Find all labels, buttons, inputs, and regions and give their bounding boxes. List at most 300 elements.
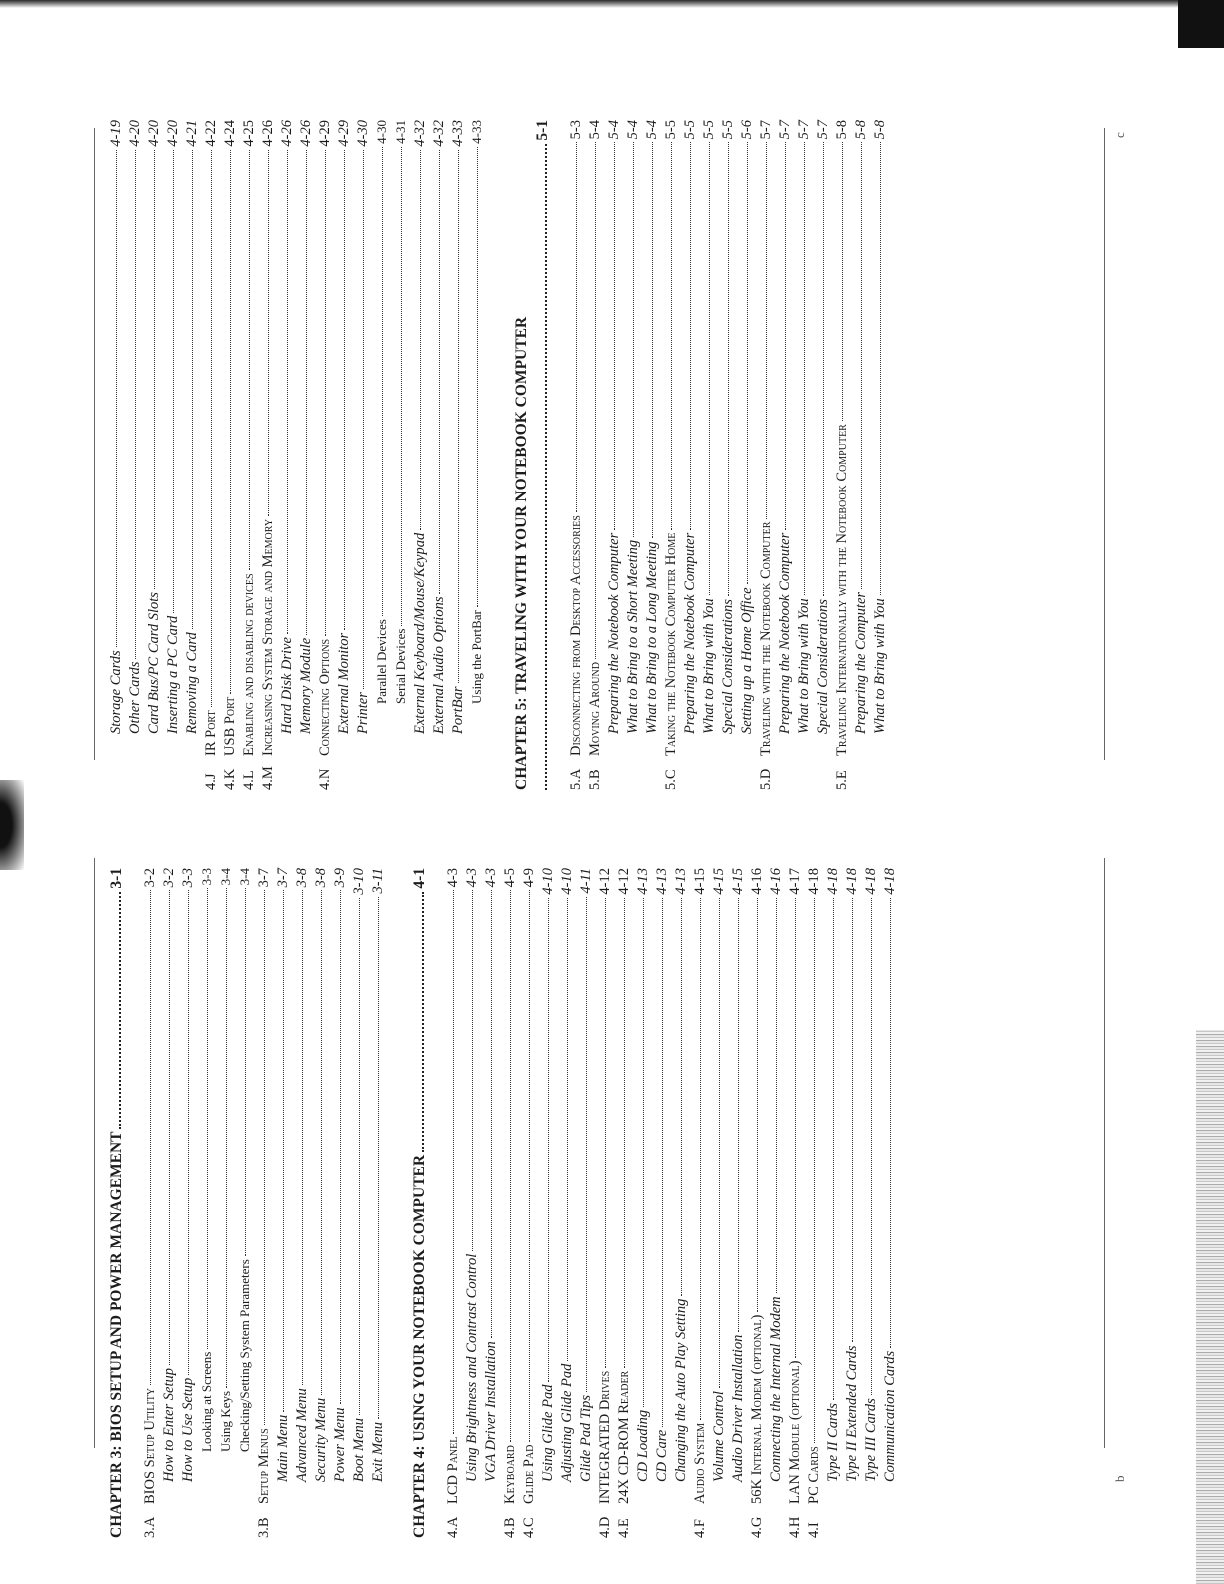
- toc-entry: [313, 868, 332, 1538]
- entry-page: 5-5: [682, 120, 698, 140]
- entry-title: How to Enter Setup: [161, 1368, 177, 1482]
- dot-leader: [458, 150, 459, 684]
- dot-leader: [614, 142, 615, 529]
- toc-entry: [711, 868, 730, 1538]
- entry-title: Setup Menus: [256, 1428, 272, 1504]
- entry-page: 4-13: [635, 868, 651, 895]
- chapter-title: CHAPTER 5: TRAVELING WITH YOUR NOTEBOOK COMPUTER: [513, 316, 530, 790]
- entry-title: Main Menu: [275, 1414, 291, 1482]
- entry-page: 4-25: [241, 120, 257, 147]
- dot-leader: [643, 898, 644, 1407]
- left-page-folio: b: [1112, 1475, 1127, 1482]
- entry-page: 5-5: [663, 120, 679, 140]
- section-spacer: [488, 120, 510, 790]
- entry-page: 4-16: [749, 868, 765, 895]
- entry-page: 5-5: [701, 120, 717, 140]
- dot-leader: [804, 142, 805, 595]
- entry-page: 3-7: [275, 868, 291, 888]
- toc-entry: [844, 868, 863, 1538]
- right-page-bottom-rule: [1104, 128, 1105, 760]
- toc-entry: [336, 120, 355, 790]
- section-number: 4.E: [616, 1518, 632, 1538]
- dot-leader: [359, 898, 360, 1415]
- toc-entry: [184, 120, 203, 790]
- chapter-heading: [510, 120, 558, 790]
- entry-page: 4-29: [336, 120, 352, 147]
- toc-entry: [180, 868, 199, 1538]
- toc-entry: [559, 868, 578, 1538]
- entry-title: Changing the Auto Play Setting: [673, 1298, 689, 1482]
- dot-leader: [586, 897, 587, 1392]
- dot-leader: [321, 890, 322, 1395]
- entry-title: External Monitor: [336, 632, 352, 734]
- toc-entry: [108, 120, 127, 790]
- toc-entry: [834, 120, 853, 790]
- entry-title: How to Use Setup: [180, 1377, 196, 1482]
- toc-entry: [469, 120, 488, 790]
- dot-leader: [287, 150, 288, 634]
- toc-entry: [758, 120, 777, 790]
- entry-page: 5-7: [796, 120, 812, 140]
- toc-entry: [351, 868, 370, 1538]
- entry-title: Adjusting Glide Pad: [559, 1363, 575, 1482]
- dot-leader: [842, 142, 843, 421]
- dot-leader: [852, 898, 853, 1343]
- entry-page: 5-3: [568, 120, 584, 140]
- dot-leader: [624, 898, 625, 1368]
- dot-leader: [690, 142, 691, 529]
- dot-leader: [340, 890, 341, 1404]
- entry-title: USB Port: [222, 696, 238, 756]
- dot-leader: [719, 898, 720, 1389]
- entry-page: 4-5: [502, 868, 518, 888]
- entry-title: Using the PortBar: [469, 610, 484, 704]
- entry-page: 3-9: [332, 868, 348, 888]
- entry-page: 4-20: [165, 120, 181, 147]
- toc-entry: [370, 868, 389, 1538]
- entry-title: INTEGRATED Drives: [597, 1370, 613, 1504]
- entry-page: 4-21: [184, 120, 200, 147]
- dot-leader: [833, 898, 834, 1400]
- entry-title: BIOS Setup Utility: [142, 1387, 158, 1504]
- entry-title: Audio System: [692, 1422, 708, 1504]
- section-number: 5.A: [568, 768, 584, 790]
- toc-entry: [332, 868, 351, 1538]
- entry-title: Using Brightness and Contrast Control: [464, 1253, 480, 1482]
- entry-page: 4-32: [412, 120, 428, 147]
- dot-leader: [681, 898, 682, 1296]
- section-number: 5.C: [663, 769, 679, 790]
- dot-leader: [548, 898, 549, 1382]
- entry-page: 5-6: [739, 120, 755, 140]
- toc-entry: [464, 868, 483, 1538]
- dot-leader: [545, 144, 547, 790]
- toc-entry: [606, 120, 625, 790]
- entry-title: Connecting the Internal Modem: [768, 1296, 784, 1482]
- dot-leader: [249, 150, 250, 571]
- entry-title: 24X CD-ROM Reader: [616, 1370, 632, 1504]
- toc-entry: [127, 120, 146, 790]
- toc-entry: [241, 120, 260, 790]
- entry-title: Glide Pad: [521, 1444, 537, 1504]
- entry-title: Preparing the Notebook Computer: [682, 532, 698, 734]
- entry-page: 4-3: [445, 868, 461, 888]
- toc-entry: [882, 868, 901, 1538]
- entry-title: CD Care: [654, 1429, 670, 1482]
- dot-leader: [576, 142, 577, 512]
- toc-entry: [146, 120, 165, 790]
- scan-edge-noise: [1196, 1030, 1224, 1584]
- left-page-top-rule: [94, 858, 95, 1448]
- section-number: 4.J: [203, 773, 219, 790]
- entry-page: 4-19: [108, 120, 124, 147]
- entry-title: Type III Cards: [863, 1398, 879, 1482]
- section-spacer: [389, 868, 411, 1538]
- entry-page: 4-3: [464, 868, 480, 888]
- entry-page: 3-2: [142, 868, 158, 888]
- entry-page: 4-18: [882, 868, 898, 895]
- dot-leader: [401, 147, 402, 626]
- toc-entry: [317, 120, 336, 790]
- toc-entry: [863, 868, 882, 1538]
- entry-title: Looking at Screens: [199, 1351, 214, 1452]
- toc-entry: [298, 120, 317, 790]
- entry-title: What to Bring with You: [701, 598, 717, 734]
- dot-leader: [700, 898, 701, 1420]
- scan-edge-top: [0, 0, 1224, 8]
- entry-title: Special Considerations: [720, 599, 736, 734]
- entry-page: 3-4: [237, 868, 252, 886]
- dot-leader: [510, 890, 511, 1442]
- toc-entry: [165, 120, 184, 790]
- entry-page: 4-26: [260, 120, 276, 147]
- entry-title: Security Menu: [313, 1397, 329, 1482]
- dot-leader: [605, 898, 606, 1368]
- dot-leader: [785, 142, 786, 529]
- chapter-heading: [108, 868, 134, 1538]
- entry-page: 4-15: [730, 868, 746, 895]
- entry-title: IR Port: [203, 710, 219, 756]
- dot-leader: [344, 150, 345, 630]
- entry-title: Volume Control: [711, 1391, 727, 1482]
- dot-leader: [245, 888, 246, 1256]
- entry-page: 4-24: [222, 120, 238, 147]
- toc-entry: [739, 120, 758, 790]
- toc-entry: [654, 868, 673, 1538]
- section-number: 4.C: [521, 1517, 537, 1538]
- dot-leader: [652, 142, 653, 538]
- toc-entry: [355, 120, 374, 790]
- chapter-page: 3-1: [108, 868, 125, 889]
- entry-page: 4-10: [540, 868, 556, 895]
- dot-leader: [306, 150, 307, 635]
- entry-title: Traveling Internationally with the Notebook Computer: [834, 424, 850, 756]
- section-number: 4.F: [692, 1519, 708, 1538]
- dot-leader: [173, 150, 174, 613]
- toc-entry: [483, 868, 502, 1538]
- section-number: 5.B: [587, 769, 603, 790]
- toc-entry: [597, 868, 616, 1538]
- entry-page: 4-18: [863, 868, 879, 895]
- toc-page-left: [108, 868, 901, 1538]
- entry-page: 4-15: [692, 868, 708, 895]
- section-number: 4.B: [502, 1517, 518, 1538]
- toc-entry: [521, 868, 540, 1538]
- section-number: 4.H: [787, 1516, 803, 1538]
- entry-title: Removing a Card: [184, 632, 200, 734]
- section-number: 3.A: [142, 1516, 158, 1538]
- entry-page: 3-8: [313, 868, 329, 888]
- section-number: 4.M: [260, 766, 276, 790]
- dot-leader: [890, 898, 891, 1348]
- entry-title: Taking the Notebook Computer Home: [663, 532, 679, 756]
- toc-entry: [673, 868, 692, 1538]
- entry-title: Preparing the Notebook Computer: [777, 532, 793, 734]
- dot-leader: [119, 892, 121, 1129]
- entry-page: 3-2: [161, 868, 177, 888]
- dot-leader: [169, 890, 170, 1365]
- entry-page: 3-7: [256, 868, 272, 888]
- entry-title: What to Bring to a Long Meeting: [644, 541, 660, 734]
- toc-entry: [142, 868, 161, 1538]
- chapter-page: 4-1: [411, 868, 428, 889]
- entry-page: 4-26: [298, 120, 314, 147]
- toc-entry: [872, 120, 891, 790]
- dot-leader: [861, 142, 862, 589]
- dot-leader: [188, 890, 189, 1374]
- toc-entry: [218, 868, 237, 1538]
- toc-entry: [730, 868, 749, 1538]
- section-number: 4.L: [241, 770, 257, 790]
- dot-leader: [747, 142, 748, 584]
- entry-title: External Keyboard/Mouse/Keypad: [412, 532, 428, 734]
- dot-leader: [211, 150, 212, 708]
- entry-title: Other Cards: [127, 661, 143, 734]
- toc-entry: [237, 868, 256, 1538]
- toc-entry: [815, 120, 834, 790]
- entry-page: 4-30: [374, 120, 389, 144]
- dot-leader: [880, 142, 881, 595]
- entry-page: 4-15: [711, 868, 727, 895]
- toc-entry: [203, 120, 222, 790]
- entry-title: Moving Around: [587, 662, 603, 756]
- entry-page: 3-3: [180, 868, 196, 888]
- toc-entry: [644, 120, 663, 790]
- dot-leader: [302, 890, 303, 1385]
- section-number: 5.E: [834, 770, 850, 790]
- right-page-top-rule: [94, 128, 95, 760]
- entry-page: 4-18: [844, 868, 860, 895]
- entry-page: 5-8: [853, 120, 869, 140]
- entry-title: Memory Module: [298, 637, 314, 734]
- toc-entry: [502, 868, 521, 1538]
- entry-title: PortBar: [450, 686, 466, 734]
- entry-title: Communication Cards: [882, 1350, 898, 1482]
- dot-leader: [230, 150, 231, 694]
- entry-title: Connecting Options: [317, 638, 333, 756]
- right-page-folio: c: [1112, 132, 1127, 138]
- toc-entry: [540, 868, 559, 1538]
- toc-entry: [787, 868, 806, 1538]
- entry-title: What to Bring with You: [796, 598, 812, 734]
- chapter-heading: [411, 868, 437, 1538]
- dot-leader: [150, 890, 151, 1385]
- section-number: 4.K: [222, 768, 238, 790]
- entry-page: 3-11: [370, 868, 386, 894]
- dot-leader: [491, 890, 492, 1338]
- entry-page: 4-31: [393, 120, 408, 144]
- entry-title: PC Cards: [806, 1446, 822, 1504]
- entry-title: VGA Driver Installation: [483, 1341, 499, 1482]
- section-number: 4.D: [597, 1516, 613, 1538]
- entry-page: 4-18: [806, 868, 822, 895]
- dot-leader: [757, 898, 758, 1312]
- toc-entry: [625, 120, 644, 790]
- entry-title: External Audio Options: [431, 596, 447, 734]
- entry-page: 5-8: [834, 120, 850, 140]
- dot-leader: [477, 147, 478, 607]
- entry-page: 4-16: [768, 868, 784, 895]
- entry-page: 4-12: [597, 868, 613, 895]
- entry-page: 5-4: [587, 120, 603, 140]
- entry-title: LAN Module (optional): [787, 1360, 803, 1504]
- chapter-page: 5-1: [534, 120, 551, 141]
- dot-leader: [529, 890, 530, 1441]
- dot-leader: [472, 890, 473, 1250]
- entry-title: CD Loading: [635, 1409, 651, 1482]
- entry-title: Disconnecting from Desktop Accessories: [568, 515, 584, 756]
- dot-leader: [135, 150, 136, 659]
- dot-leader: [776, 898, 777, 1294]
- dot-leader: [420, 150, 421, 530]
- section-number: 4.G: [749, 1516, 765, 1538]
- entry-title: Using Glide Pad: [540, 1384, 556, 1482]
- toc-entry: [663, 120, 682, 790]
- entry-title: Power Menu: [332, 1407, 348, 1482]
- entry-title: Exit Menu: [370, 1422, 386, 1482]
- dot-leader: [633, 142, 634, 537]
- dot-leader: [226, 888, 227, 1388]
- entry-title: Audio Driver Installation: [730, 1334, 746, 1482]
- dot-leader: [207, 888, 208, 1348]
- entry-page: 4-29: [317, 120, 333, 147]
- dot-leader: [154, 150, 155, 589]
- toc-entry: [393, 120, 412, 790]
- entry-title: Advanced Menu: [294, 1388, 310, 1482]
- entry-title: Glide Pad Tips: [578, 1394, 594, 1482]
- book-gutter-shadow: [0, 780, 24, 870]
- dot-leader: [378, 897, 379, 1419]
- entry-title: Printer: [355, 692, 371, 734]
- dot-leader: [728, 142, 729, 596]
- entry-title: Setting up a Home Office: [739, 587, 755, 734]
- entry-title: Type II Cards: [825, 1403, 841, 1482]
- toc-entry: [431, 120, 450, 790]
- entry-page: 5-5: [720, 120, 736, 140]
- dot-leader: [382, 147, 383, 616]
- section-number: 4.A: [445, 1516, 461, 1538]
- dot-leader: [662, 898, 663, 1427]
- entry-page: 4-17: [787, 868, 803, 895]
- toc-entry: [587, 120, 606, 790]
- entry-page: 4-33: [469, 120, 484, 144]
- entry-page: 3-4: [218, 868, 233, 886]
- dot-leader: [738, 898, 739, 1332]
- entry-title: Preparing the Computer: [853, 591, 869, 734]
- toc-page-right: [108, 120, 891, 790]
- dot-leader: [264, 890, 265, 1425]
- entry-page: 5-4: [644, 120, 660, 140]
- dot-leader: [823, 142, 824, 596]
- entry-page: 4-33: [450, 120, 466, 147]
- toc-entry: [445, 868, 464, 1538]
- toc-entry: [256, 868, 275, 1538]
- toc-entry: [374, 120, 393, 790]
- entry-title: What to Bring with You: [872, 598, 888, 734]
- section-number: 4.N: [317, 768, 333, 790]
- entry-title: Boot Menu: [351, 1417, 367, 1482]
- dot-leader: [192, 150, 193, 630]
- entry-title: What to Bring to a Short Meeting: [625, 539, 641, 734]
- dot-leader: [567, 898, 568, 1361]
- entry-page: 4-13: [654, 868, 670, 895]
- entry-page: 4-32: [431, 120, 447, 147]
- entry-title: Inserting a PC Card: [165, 615, 181, 734]
- dot-leader: [439, 150, 440, 594]
- entry-title: Traveling with the Notebook Computer: [758, 521, 774, 756]
- dot-leader: [116, 150, 117, 648]
- dot-leader: [814, 898, 815, 1444]
- section-number: 3.B: [256, 1517, 272, 1538]
- entry-page: 4-13: [673, 868, 689, 895]
- toc-entry: [825, 868, 844, 1538]
- entry-page: 5-7: [758, 120, 774, 140]
- entry-title: Serial Devices: [393, 628, 408, 704]
- entry-page: 4-10: [559, 868, 575, 895]
- entry-page: 3-3: [199, 868, 214, 886]
- entry-title: Checking/Setting System Parameters: [237, 1259, 252, 1452]
- dot-leader: [363, 150, 364, 690]
- entry-title: LCD Panel: [445, 1436, 461, 1504]
- left-page-bottom-rule: [1104, 858, 1105, 1448]
- dot-leader: [766, 142, 767, 518]
- entry-page: 4-12: [616, 868, 632, 895]
- entry-title: Keyboard: [502, 1445, 518, 1504]
- entry-title: Using Keys: [218, 1390, 233, 1452]
- entry-title: Type II Extended Cards: [844, 1345, 860, 1482]
- toc-entry: [635, 868, 654, 1538]
- entry-page: 4-26: [279, 120, 295, 147]
- dot-leader: [325, 150, 326, 636]
- section-number: 5.D: [758, 768, 774, 790]
- entry-title: Hard Disk Drive: [279, 637, 295, 734]
- entry-title: Parallel Devices: [374, 619, 389, 704]
- dot-leader: [671, 142, 672, 529]
- dot-leader: [422, 892, 424, 1152]
- scan-corner-mark: [1178, 0, 1224, 48]
- toc-entry: [199, 868, 218, 1538]
- entry-title: Card Bus/PC Card Slots: [146, 592, 162, 734]
- entry-page: 5-8: [872, 120, 888, 140]
- toc-entry: [692, 868, 711, 1538]
- toc-entry: [796, 120, 815, 790]
- toc-entry: [720, 120, 739, 790]
- entry-page: 5-7: [777, 120, 793, 140]
- entry-page: 4-9: [521, 868, 537, 888]
- toc-entry: [853, 120, 872, 790]
- entry-page: 3-8: [294, 868, 310, 888]
- chapter-title: CHAPTER 4: USING YOUR NOTEBOOK COMPUTER: [411, 1154, 428, 1538]
